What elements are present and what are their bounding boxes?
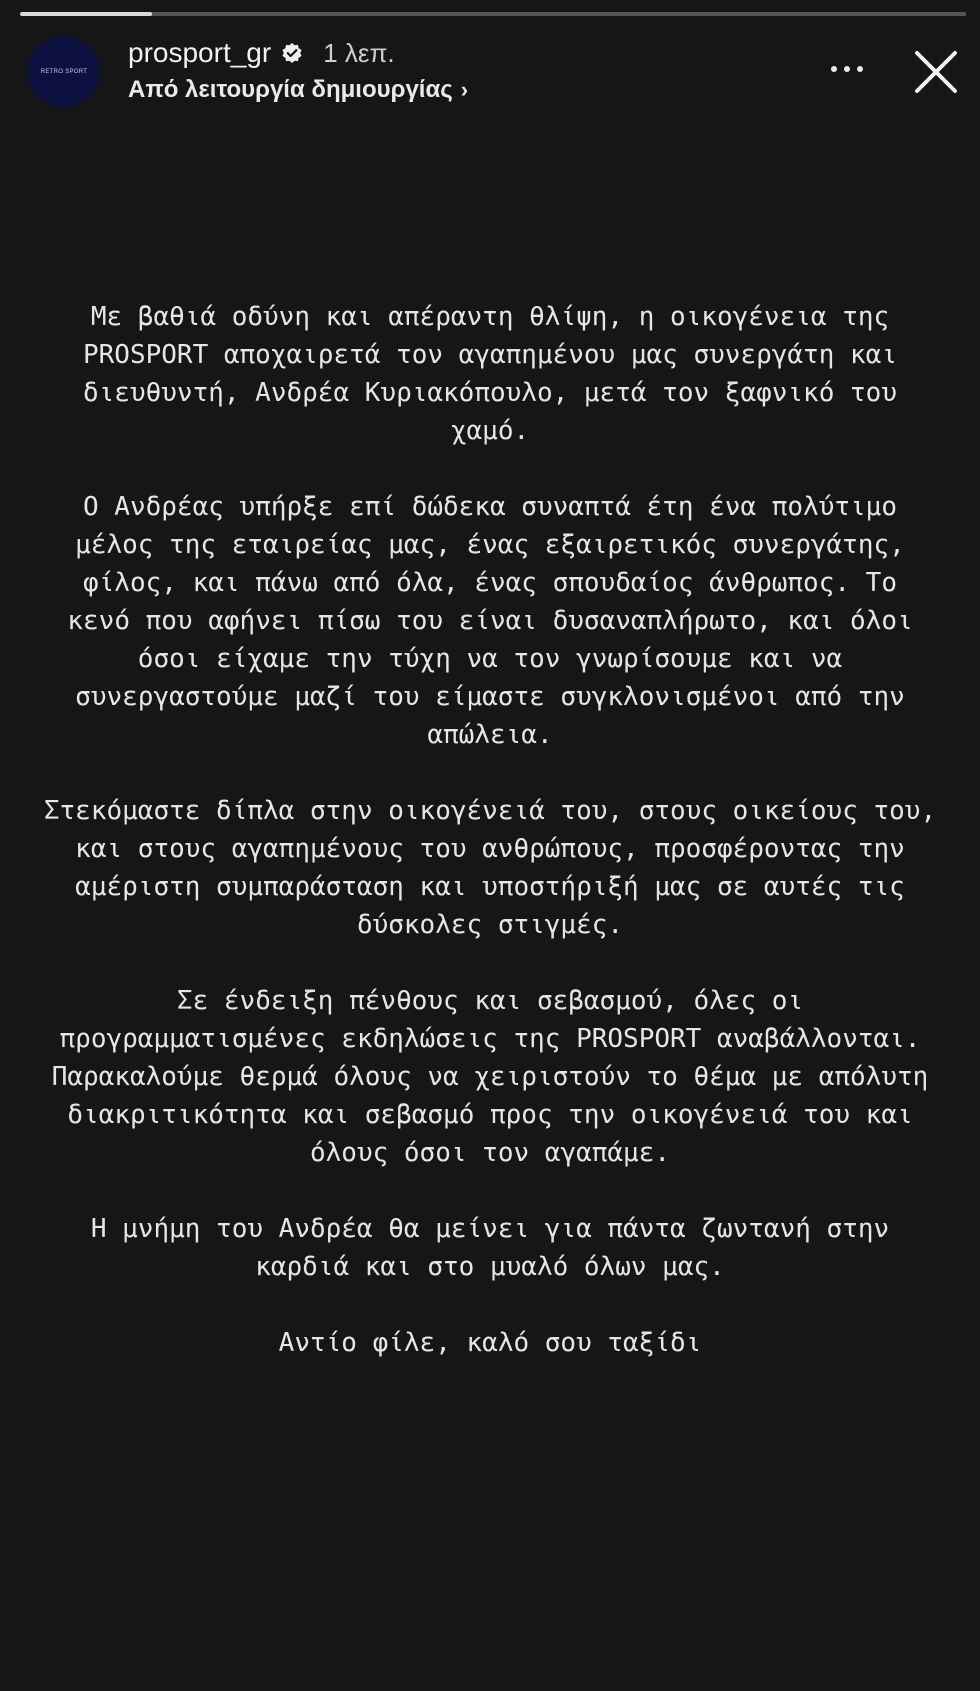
message-paragraph-1: Με βαθιά οδύνη και απέραντη θλίψη, η οικογένεια της PROSPORT αποχαιρετά τον αγαπημένου μας συνεργάτη και διευθυντή, Ανδρέα Κυριακόπουλο, μετά τον ξαφνικό του χαμό.	[83, 302, 897, 446]
more-options-button[interactable]	[824, 54, 870, 84]
creator-mode-label: Από λειτουργία δημιουργίας	[128, 76, 453, 103]
more-dots-icon	[831, 66, 837, 72]
close-icon	[912, 48, 960, 96]
more-dots-icon	[857, 66, 863, 72]
story-text-content	[0, 298, 980, 1400]
message-paragraph-4: Σε ένδειξη πένθους και σεβασμού, όλες οι προγραμματισμένες εκδηλώσεις της PROSPORT αναβάλλονται. Παρακαλούμε θερμά όλους να χειριστούν το θέμα με απόλυτη διακριτικότητα και σεβασμό προς την οικογένειά του και όλους όσοι τον αγαπάμε.	[51, 986, 929, 1168]
verified-badge-icon	[281, 42, 303, 64]
chevron-right-icon: ›	[460, 77, 469, 102]
story-progress-fill	[20, 12, 152, 16]
message-paragraph-3: Στεκόμαστε δίπλα στην οικογένειά του, στους οικείους του, και στους αγαπημένους του ανθρώπους, προσφέροντας την αμέριστη συμπαράσταση και υποστήριξή μας σε αυτές τις δύσκολες στιγμές.	[43, 796, 937, 940]
message-paragraph-6: Αντίο φίλε, καλό σου ταξίδι	[278, 1328, 702, 1358]
close-button[interactable]	[912, 48, 960, 96]
username-link[interactable]: prosport_gr	[128, 37, 272, 68]
post-time: 1 λεπ.	[323, 37, 395, 68]
message-paragraph-2: Ο Ανδρέας υπήρξε επί δώδεκα συναπτά έτη ένα πολύτιμο μέλος της εταιρείας μας, ένας εξαιρετικός συνεργάτης, φίλος, και πάνω από όλα, ένας σπουδαίος άνθρωπος. Το κενό που αφήνει πίσω του είναι δυσαναπλήρωτο, και όλοι όσοι είχαμε την τύχη να τον γνωρίσουμε και να συνεργαστούμε μαζί του είμαστε συγκλονισμένοι από την απώλεια.	[67, 492, 913, 750]
avatar-logo-text: RETRO SPORT	[40, 69, 88, 75]
more-dots-icon	[844, 66, 850, 72]
story-header	[128, 36, 395, 70]
creator-mode-link[interactable]	[128, 74, 468, 106]
message-paragraph-5: Η μνήμη του Ανδρέα θα μείνει για πάντα ζωντανή στην καρδιά και στο μυαλό όλων μας.	[90, 1214, 890, 1282]
story-progress-bar	[20, 12, 966, 16]
avatar[interactable]	[28, 36, 100, 108]
